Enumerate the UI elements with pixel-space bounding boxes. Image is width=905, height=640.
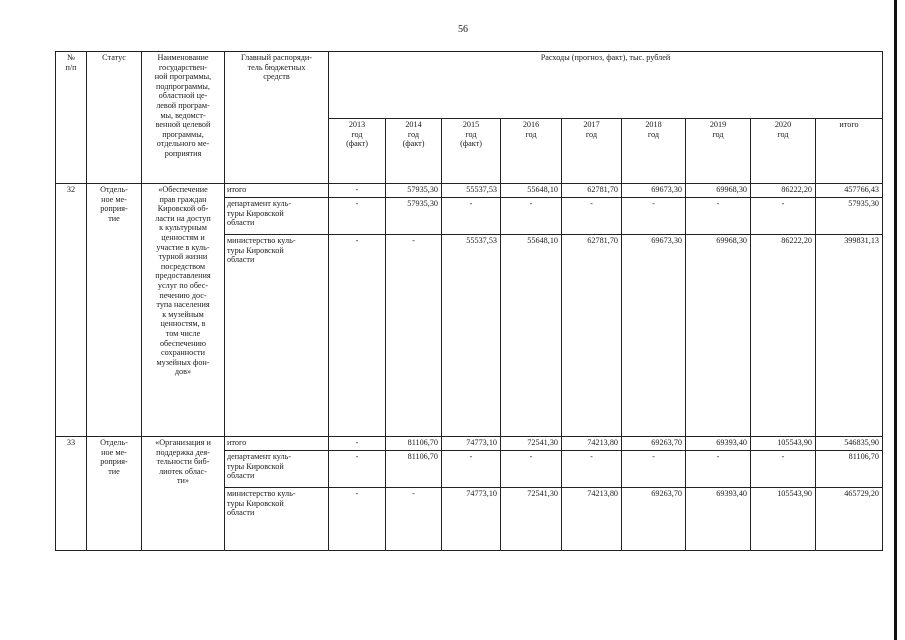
page-number: 56 <box>458 24 468 35</box>
header-status: Статус <box>102 53 126 62</box>
value-cell: - <box>529 452 533 461</box>
value-cell: 57935,30 <box>848 199 879 208</box>
value-cell: 69968,30 <box>716 236 747 245</box>
value-cell: - <box>652 452 655 461</box>
value-cell: 69393,40 <box>716 489 747 498</box>
header-year: 2015 год (факт) <box>460 120 482 149</box>
value-cell: 69393,40 <box>716 438 747 447</box>
value-cell: 69673,30 <box>651 236 682 245</box>
table-right-border <box>882 51 883 551</box>
value-cell: 69263,70 <box>651 438 682 447</box>
value-cell: 72541,30 <box>527 489 558 498</box>
value-cell: - <box>781 199 785 208</box>
value-cell: 81106,70 <box>407 438 438 447</box>
value-cell: - <box>716 452 720 461</box>
value-cell: - <box>716 199 720 208</box>
row-separator <box>55 436 883 437</box>
value-cell: 69263,70 <box>651 489 682 498</box>
value-cell: 81106,70 <box>848 452 879 461</box>
value-cell: 55648,10 <box>527 236 558 245</box>
value-cell: - <box>652 199 655 208</box>
row-status: Отдель- ное ме- роприя- тие <box>100 185 128 223</box>
manager-cell: итого <box>227 438 247 447</box>
manager-cell: департамент куль- туры Кировской области <box>227 199 292 228</box>
value-cell: - <box>529 199 533 208</box>
header-year: итого <box>839 120 859 129</box>
manager-cell: министерство куль- туры Кировской области <box>227 236 296 265</box>
value-cell: 55537,53 <box>466 236 497 245</box>
value-cell: 69968,30 <box>716 185 747 194</box>
header-year: 2017 год <box>583 120 600 139</box>
row-name: «Организация и поддержка дея- тельности биб- лиотек облас- ти» <box>155 438 211 486</box>
value-cell: - <box>355 199 359 208</box>
row-name: «Обеспечение прав граждан Кировской об- ласти на доступ к культурным ценностям и участие в куль- турной жизни посредством предоставления услуг по обес- печению дос- тупа населения к музейным ценностям, в том числе обеспечению сохранности музейных фон- дов» <box>155 185 211 377</box>
header-manager: Главный распоряди- тель бюджетных средств <box>241 53 312 82</box>
value-cell: 74213,80 <box>587 489 618 498</box>
value-cell: 86222,20 <box>781 185 812 194</box>
header-year: 2016 год <box>522 120 540 139</box>
header-year: 2013 год (факт) <box>346 120 368 149</box>
header-year: 2019 год <box>709 120 727 139</box>
manager-cell: итого <box>227 185 247 194</box>
value-cell: 399831,13 <box>844 236 879 245</box>
value-cell: 74773,10 <box>466 489 497 498</box>
value-cell: 465729,20 <box>844 489 879 498</box>
value-cell: - <box>355 236 359 245</box>
header-num: № п/п <box>65 53 77 72</box>
page-edge-border <box>894 0 897 640</box>
expenses-table <box>55 51 882 550</box>
row-number: 32 <box>66 185 76 194</box>
header-name: Наименование государствен- ной программы, подпрограммы, областной це- левой програм- мы, ведомст- венной целевой программы, отдельного ме- роприятия <box>154 53 212 158</box>
value-cell: - <box>412 236 415 245</box>
value-cell: 546835,90 <box>844 438 879 447</box>
value-cell: - <box>590 199 593 208</box>
header-year: 2014 год (факт) <box>402 120 425 149</box>
value-cell: 69673,30 <box>651 185 682 194</box>
value-cell: 72541,30 <box>527 438 558 447</box>
manager-cell: департамент куль- туры Кировской области <box>227 452 292 481</box>
value-cell: 57935,30 <box>407 199 438 208</box>
value-cell: - <box>355 489 359 498</box>
value-cell: 105543,90 <box>777 438 812 447</box>
header-year: 2020 год <box>774 120 792 139</box>
value-cell: 457766,43 <box>844 185 879 194</box>
value-cell: 74773,10 <box>466 438 497 447</box>
table-top-border <box>55 51 883 52</box>
value-cell: - <box>469 199 473 208</box>
value-cell: - <box>781 452 785 461</box>
value-cell: - <box>355 452 359 461</box>
value-cell: - <box>355 438 359 447</box>
value-cell: 86222,20 <box>781 236 812 245</box>
row-number: 33 <box>66 438 76 447</box>
table-bottom-border <box>55 550 883 551</box>
value-cell: - <box>469 452 473 461</box>
value-cell: - <box>355 185 359 194</box>
value-cell: 105543,90 <box>777 489 812 498</box>
manager-cell: министерство куль- туры Кировской области <box>227 489 296 518</box>
year-header-rule <box>328 118 883 119</box>
value-cell: - <box>412 489 415 498</box>
value-cell: - <box>590 452 593 461</box>
value-cell: 57935,30 <box>407 185 438 194</box>
header-bottom-rule <box>55 183 883 184</box>
value-cell: 74213,80 <box>587 438 618 447</box>
value-cell: 55648,10 <box>527 185 558 194</box>
value-cell: 81106,70 <box>407 452 438 461</box>
value-cell: 62781,70 <box>587 236 618 245</box>
row-status: Отдель- ное ме- роприя- тие <box>100 438 128 476</box>
header-year: 2018 год <box>645 120 662 139</box>
value-cell: 62781,70 <box>587 185 618 194</box>
value-cell: 55537,53 <box>466 185 497 194</box>
header-expenses: Расходы (прогноз, факт), тыс. рублей <box>540 53 671 62</box>
